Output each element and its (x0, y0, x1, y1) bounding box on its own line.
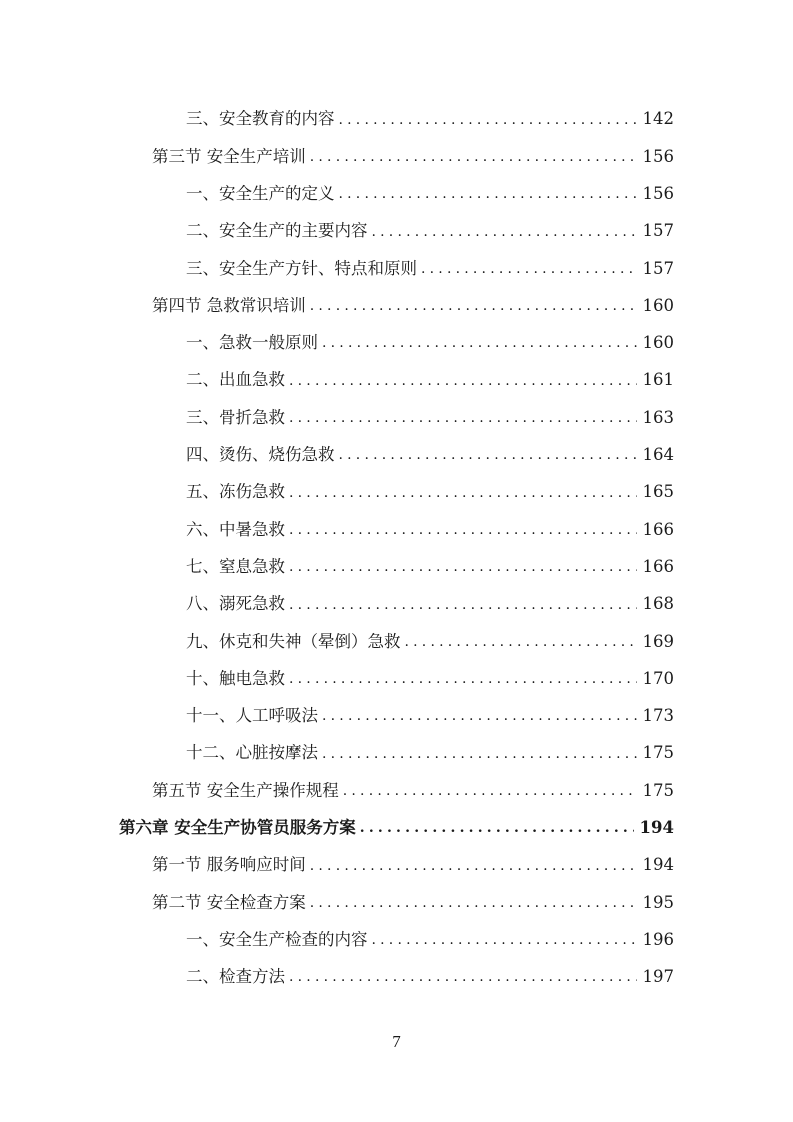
toc-dot-leader (339, 187, 637, 201)
toc-dot-leader (339, 113, 637, 127)
toc-dot-leader (322, 747, 637, 761)
toc-entry-item[interactable] (0, 959, 793, 996)
toc-dot-leader (322, 709, 637, 723)
toc-entry-title: 十、触电急救 (186, 668, 285, 688)
toc-entry-page: 166 (642, 556, 674, 576)
toc-entry-title: 四、烫伤、烧伤急救 (186, 445, 335, 465)
toc-entry-page: 160 (642, 333, 674, 353)
toc-entry-title: 第六章 安全生产协管员服务方案 (119, 818, 356, 838)
toc-entry-item[interactable] (0, 698, 793, 735)
toc-entry-page: 173 (642, 706, 674, 726)
toc-dot-leader (372, 933, 637, 947)
toc-entry-page: 164 (642, 445, 674, 465)
toc-entry-title: 三、安全生产方针、特点和原则 (186, 258, 417, 278)
toc-entry-item[interactable] (0, 437, 793, 474)
toc-entry-title: 七、窒息急救 (186, 556, 285, 576)
toc-entry-item[interactable] (0, 399, 793, 436)
toc-entry-page: 156 (642, 146, 674, 166)
toc-entry-page: 169 (642, 631, 674, 651)
toc-entry-section[interactable] (0, 287, 793, 324)
toc-entry-page: 168 (642, 594, 674, 614)
toc-entry-chapter[interactable] (0, 810, 793, 847)
toc-entry-page: 197 (642, 967, 674, 987)
toc-entry-item[interactable] (0, 213, 793, 250)
toc-entry-item[interactable] (0, 623, 793, 660)
toc-dot-leader (372, 225, 637, 239)
toc-entry-item[interactable] (0, 325, 793, 362)
toc-entry-page: 157 (642, 221, 674, 241)
toc-dot-leader (289, 374, 637, 388)
toc-entry-title: 十一、人工呼吸法 (186, 706, 318, 726)
toc-entry-title: 一、安全生产检查的内容 (186, 929, 368, 949)
toc-entry-title: 一、安全生产的定义 (186, 183, 335, 203)
toc-entry-title: 九、休克和失神（晕倒）急救 (186, 631, 401, 651)
toc-entry-page: 156 (642, 183, 674, 203)
toc-entry-section[interactable] (0, 884, 793, 921)
toc-entry-title: 二、检查方法 (186, 967, 285, 987)
toc-dot-leader (360, 821, 634, 835)
toc-dot-leader (310, 859, 637, 873)
toc-dot-leader (310, 150, 637, 164)
toc-entry-page: 196 (642, 929, 674, 949)
toc-dot-leader (405, 635, 637, 649)
toc-entry-item[interactable] (0, 250, 793, 287)
toc-entry-item[interactable] (0, 101, 793, 138)
toc-entry-title: 二、安全生产的主要内容 (186, 221, 368, 241)
toc-entry-page: 161 (642, 370, 674, 390)
toc-entry-item[interactable] (0, 735, 793, 772)
table-of-contents (0, 101, 793, 996)
toc-entry-page: 160 (642, 295, 674, 315)
toc-entry-page: 175 (642, 780, 674, 800)
toc-dot-leader (322, 336, 637, 350)
toc-entry-title: 第一节 服务响应时间 (152, 855, 306, 875)
toc-dot-leader (289, 486, 637, 500)
toc-entry-title: 三、安全教育的内容 (186, 109, 335, 129)
toc-entry-page: 194 (639, 818, 674, 838)
toc-entry-section[interactable] (0, 772, 793, 809)
toc-entry-item[interactable] (0, 586, 793, 623)
toc-entry-title: 第二节 安全检查方案 (152, 892, 306, 912)
toc-entry-item[interactable] (0, 549, 793, 586)
toc-entry-item[interactable] (0, 474, 793, 511)
toc-entry-item[interactable] (0, 511, 793, 548)
toc-entry-page: 170 (642, 668, 674, 688)
toc-dot-leader (310, 299, 637, 313)
toc-entry-page: 163 (642, 407, 674, 427)
toc-entry-title: 八、溺死急救 (186, 594, 285, 614)
toc-dot-leader (343, 784, 637, 798)
toc-entry-section[interactable] (0, 138, 793, 175)
toc-entry-title: 二、出血急救 (186, 370, 285, 390)
toc-dot-leader (339, 448, 637, 462)
toc-dot-leader (289, 970, 637, 984)
toc-entry-item[interactable] (0, 176, 793, 213)
toc-entry-title: 第五节 安全生产操作规程 (152, 780, 339, 800)
toc-entry-page: 195 (642, 892, 674, 912)
toc-dot-leader (289, 672, 637, 686)
toc-entry-title: 第三节 安全生产培训 (152, 146, 306, 166)
toc-entry-title: 一、急救一般原则 (186, 333, 318, 353)
toc-entry-page: 194 (642, 855, 674, 875)
toc-dot-leader (289, 560, 637, 574)
toc-entry-item[interactable] (0, 660, 793, 697)
toc-dot-leader (310, 896, 637, 910)
toc-dot-leader (289, 523, 637, 537)
toc-entry-title: 第四节 急救常识培训 (152, 295, 306, 315)
toc-dot-leader (289, 411, 637, 425)
toc-entry-item[interactable] (0, 362, 793, 399)
toc-entry-item[interactable] (0, 922, 793, 959)
toc-entry-title: 三、骨折急救 (186, 407, 285, 427)
toc-dot-leader (289, 598, 637, 612)
toc-entry-page: 157 (642, 258, 674, 278)
toc-entry-page: 165 (642, 482, 674, 502)
toc-entry-title: 五、冻伤急救 (186, 482, 285, 502)
toc-entry-page: 166 (642, 519, 674, 539)
toc-entry-title: 六、中暑急救 (186, 519, 285, 539)
toc-entry-page: 175 (642, 743, 674, 763)
toc-dot-leader (421, 262, 637, 276)
toc-entry-page: 142 (642, 109, 674, 129)
toc-entry-title: 十二、心脏按摩法 (186, 743, 318, 763)
page-number: 7 (392, 1032, 401, 1051)
toc-entry-section[interactable] (0, 847, 793, 884)
